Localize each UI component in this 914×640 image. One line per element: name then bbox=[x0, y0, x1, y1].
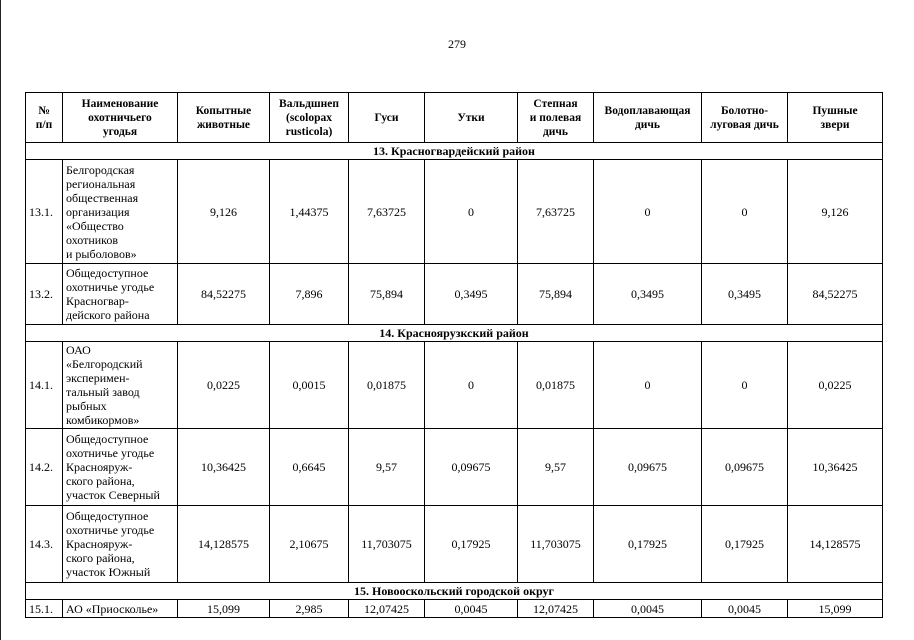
cell-marsh-game: 0,09675 bbox=[702, 429, 788, 506]
header-waterfowl: Водоплавающая дичь bbox=[594, 93, 702, 143]
row-name: Белгородская региональная общественная организация «Общество охотников и рыболовов» bbox=[63, 160, 178, 264]
section-header-row bbox=[26, 143, 883, 160]
row-name: ОАО «Белгородский эксперимен- тальный завод рыбных комбикормов» bbox=[63, 342, 178, 429]
cell-fur-animals: 14,128575 bbox=[788, 506, 883, 583]
cell-fur-animals: 0,0225 bbox=[788, 342, 883, 429]
table-row bbox=[26, 160, 883, 264]
cell-steppe-game: 12,07425 bbox=[518, 600, 594, 618]
cell-fur-animals: 9,126 bbox=[788, 160, 883, 264]
cell-steppe-game: 0,01875 bbox=[518, 342, 594, 429]
cell-ducks: 0,3495 bbox=[425, 264, 518, 325]
cell-waterfowl: 0,17925 bbox=[594, 506, 702, 583]
page-edge-line bbox=[0, 0, 1, 640]
row-name: АО «Приосколье» bbox=[63, 600, 178, 618]
cell-ungulates: 9,126 bbox=[178, 160, 270, 264]
table-row bbox=[26, 264, 883, 325]
cell-steppe-game: 9,57 bbox=[518, 429, 594, 506]
section-title: 15. Новооскольский городской округ bbox=[26, 583, 883, 600]
header-ungulates: Копытные животные bbox=[178, 93, 270, 143]
table-row bbox=[26, 506, 883, 583]
row-name: Общедоступное охотничье угодье Краснояруж- ского района, участок Южный bbox=[63, 506, 178, 583]
cell-ducks: 0,0045 bbox=[425, 600, 518, 618]
header-row bbox=[26, 93, 883, 143]
table-row bbox=[26, 342, 883, 429]
cell-waterfowl: 0,0045 bbox=[594, 600, 702, 618]
header-name: Наименование охотничьего угодья bbox=[63, 93, 178, 143]
cell-ungulates: 14,128575 bbox=[178, 506, 270, 583]
cell-ungulates: 15,099 bbox=[178, 600, 270, 618]
cell-fur-animals: 84,52275 bbox=[788, 264, 883, 325]
cell-woodcock: 1,44375 bbox=[270, 160, 349, 264]
hunting-grounds-table bbox=[25, 92, 883, 618]
header-geese: Гуси bbox=[349, 93, 425, 143]
cell-geese: 12,07425 bbox=[349, 600, 425, 618]
cell-ungulates: 10,36425 bbox=[178, 429, 270, 506]
cell-geese: 9,57 bbox=[349, 429, 425, 506]
row-number: 14.3. bbox=[26, 506, 63, 583]
cell-geese: 75,894 bbox=[349, 264, 425, 325]
cell-ducks: 0 bbox=[425, 160, 518, 264]
cell-ungulates: 0,0225 bbox=[178, 342, 270, 429]
cell-marsh-game: 0,3495 bbox=[702, 264, 788, 325]
cell-geese: 11,703075 bbox=[349, 506, 425, 583]
cell-marsh-game: 0,0045 bbox=[702, 600, 788, 618]
page-number: 279 bbox=[448, 37, 466, 51]
cell-steppe-game: 11,703075 bbox=[518, 506, 594, 583]
row-number: 13.2. bbox=[26, 264, 63, 325]
row-name: Общедоступное охотничье угодье Красногвар- дейского района bbox=[63, 264, 178, 325]
cell-geese: 0,01875 bbox=[349, 342, 425, 429]
header-num: № п/п bbox=[26, 93, 63, 143]
row-number: 14.1. bbox=[26, 342, 63, 429]
header-fur-animals: Пушные звери bbox=[788, 93, 883, 143]
cell-ducks: 0,09675 bbox=[425, 429, 518, 506]
cell-woodcock: 0,0015 bbox=[270, 342, 349, 429]
section-title: 14. Красноярузкский район bbox=[26, 325, 883, 342]
row-number: 14.2. bbox=[26, 429, 63, 506]
cell-woodcock: 0,6645 bbox=[270, 429, 349, 506]
header-woodcock: Вальдшнеп (scolopax rusticola) bbox=[270, 93, 349, 143]
cell-marsh-game: 0 bbox=[702, 160, 788, 264]
table-row bbox=[26, 429, 883, 506]
row-number: 13.1. bbox=[26, 160, 63, 264]
cell-waterfowl: 0,3495 bbox=[594, 264, 702, 325]
cell-geese: 7,63725 bbox=[349, 160, 425, 264]
header-ducks: Утки bbox=[425, 93, 518, 143]
cell-waterfowl: 0 bbox=[594, 160, 702, 264]
cell-ungulates: 84,52275 bbox=[178, 264, 270, 325]
cell-ducks: 0 bbox=[425, 342, 518, 429]
table-body bbox=[26, 143, 883, 618]
table-row bbox=[26, 600, 883, 618]
cell-marsh-game: 0,17925 bbox=[702, 506, 788, 583]
row-name: Общедоступное охотничье угодье Краснояруж- ского района, участок Северный bbox=[63, 429, 178, 506]
section-header-row bbox=[26, 325, 883, 342]
section-title: 13. Красногвардейский район bbox=[26, 143, 883, 160]
cell-marsh-game: 0 bbox=[702, 342, 788, 429]
cell-woodcock: 7,896 bbox=[270, 264, 349, 325]
section-header-row bbox=[26, 583, 883, 600]
cell-steppe-game: 75,894 bbox=[518, 264, 594, 325]
cell-woodcock: 2,10675 bbox=[270, 506, 349, 583]
header-marsh-game: Болотно- луговая дичь bbox=[702, 93, 788, 143]
cell-steppe-game: 7,63725 bbox=[518, 160, 594, 264]
row-number: 15.1. bbox=[26, 600, 63, 618]
cell-ducks: 0,17925 bbox=[425, 506, 518, 583]
cell-woodcock: 2,985 bbox=[270, 600, 349, 618]
cell-waterfowl: 0 bbox=[594, 342, 702, 429]
cell-waterfowl: 0,09675 bbox=[594, 429, 702, 506]
cell-fur-animals: 15,099 bbox=[788, 600, 883, 618]
cell-fur-animals: 10,36425 bbox=[788, 429, 883, 506]
header-steppe-game: Степная и полевая дичь bbox=[518, 93, 594, 143]
